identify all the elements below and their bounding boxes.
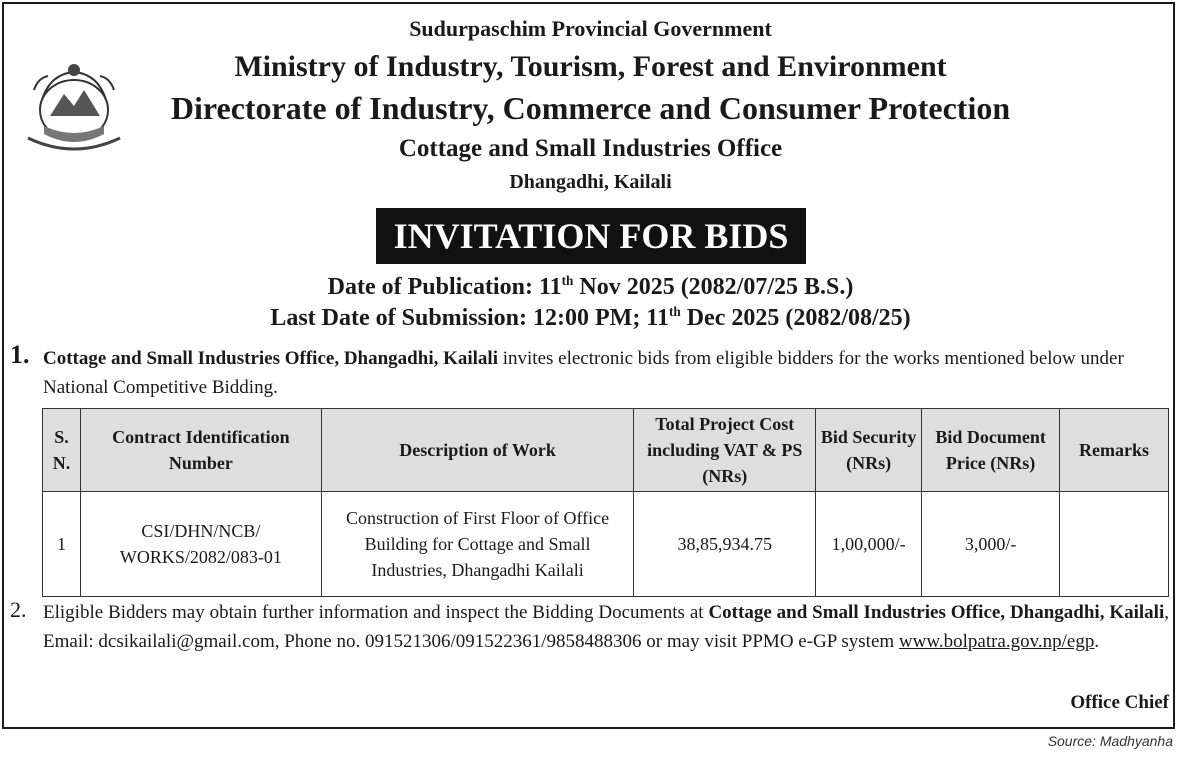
header-description: Description of Work bbox=[321, 409, 634, 492]
cell-bid-security: 1,00,000/- bbox=[816, 492, 922, 597]
cell-document-price: 3,000/- bbox=[922, 492, 1060, 597]
header-remarks: Remarks bbox=[1060, 409, 1169, 492]
office-location: Dhangadhi, Kailali bbox=[509, 171, 672, 193]
cell-description: Construction of First Floor of Office Building for Cottage and Small Industries, Dhangadhi Kailali bbox=[321, 492, 634, 597]
ministry-name: Ministry of Industry, Tourism, Forest and Environment bbox=[234, 50, 947, 83]
egp-link[interactable]: www.bolpatra.gov.np/egp bbox=[898, 631, 1095, 652]
publication-date: Date of Publication: 11th Nov 2025 (2082/07/25 B.S.) bbox=[327, 273, 854, 300]
government-name: Sudurpaschim Provincial Government bbox=[409, 16, 772, 41]
bids-table bbox=[42, 408, 1169, 597]
clause-1-text: Cottage and Small Industries Office, Dhangadhi, Kailali invites electronic bids from eligible bidders for the works mentioned below under National Competitive Bidding. bbox=[43, 348, 1124, 398]
cell-contract-id: CSI/DHN/NCB/ WORKS/2082/083-01 bbox=[80, 492, 321, 597]
header-total-cost: Total Project Cost including VAT & PS (NRs) bbox=[634, 409, 816, 492]
source-credit: Source: Madhyanha bbox=[1047, 733, 1173, 749]
header-contract-id: Contract Identification Number bbox=[80, 409, 321, 492]
table-row bbox=[43, 492, 1169, 597]
signature: Office Chief bbox=[1070, 692, 1169, 713]
header-document-price: Bid Document Price (NRs) bbox=[922, 409, 1060, 492]
clause-number: 2. bbox=[10, 597, 27, 622]
office-name: Cottage and Small Industries Office bbox=[398, 135, 783, 162]
invitation-banner: INVITATION FOR BIDS bbox=[376, 208, 806, 264]
table-header-row bbox=[43, 409, 1169, 492]
header-bid-security: Bid Security (NRs) bbox=[816, 409, 922, 492]
submission-deadline: Last Date of Submission: 12:00 PM; 11th Dec 2025 (2082/08/25) bbox=[270, 304, 911, 331]
directorate-name: Directorate of Industry, Commerce and Consumer Protection bbox=[170, 90, 1011, 126]
clause-number: 1. bbox=[10, 340, 30, 369]
cell-remarks bbox=[1060, 492, 1169, 597]
cell-sn: 1 bbox=[43, 492, 81, 597]
clause-2-text: Eligible Bidders may obtain further information and inspect the Bidding Documents at Cottage and Small Industries Office, Dhangadhi, Kailali, Email: dcsikailali@gmail.com, Phone no. 091521306/091522361/9858488306 or may visit PPMO e-GP system www.bolpatra.gov.np/egp. bbox=[43, 602, 1169, 652]
header-sn: S. N. bbox=[43, 409, 81, 492]
cell-total-cost: 38,85,934.75 bbox=[634, 492, 816, 597]
